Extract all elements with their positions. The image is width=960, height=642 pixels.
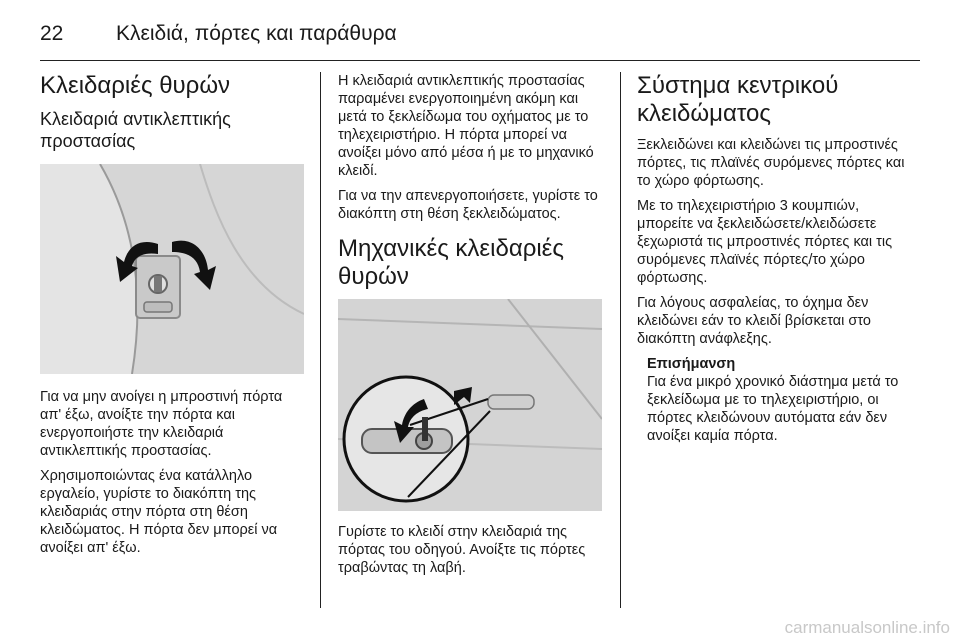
heading-line-1: Μηχανικές κλειδαριές — [338, 235, 564, 262]
page-header — [40, 14, 920, 54]
paragraph-central-lock-2: Με το τηλεχειριστήριο 3 κουμπιών, μπορείτε να ξεκλειδώσετε/κλειδώσετε ξεχωριστά τις μπροστινές πόρτες και τις συρόμενες πλαϊνές πόρτες/το χώρο φόρτωσης. — [637, 198, 893, 286]
paragraph-deactivate: Για να την απενεργοποιήσετε, γυρίστε το διακόπτη στη θέση ξεκλειδώματος. — [338, 188, 598, 222]
paragraph-child-lock-1: Για να μην ανοίγει η μπροστινή πόρτα απ' έξω, ανοίξτε την πόρτα και ενεργοποιήστε την κλειδαριά αντικλεπτικής προστασίας. — [40, 389, 283, 459]
figure-door-handle-key — [338, 299, 602, 511]
watermark: carmanualsonline.info — [784, 618, 950, 637]
section-heading-door-locks: Κλειδαριές θυρών — [40, 72, 231, 99]
paragraph-central-lock-1: Ξεκλειδώνει και κλειδώνει τις μπροστινές πόρτες, τις πλαϊνές συρόμενες πόρτες και το χώρο φόρτωσης. — [637, 137, 905, 189]
header-rule — [40, 60, 920, 61]
subheading-line-2: προστασίας — [40, 131, 136, 151]
paragraph-turn-key: Γυρίστε το κλειδί στην κλειδαριά της πόρτας του οδηγού. Ανοίξτε τις πόρτες τραβώντας τη λαβή. — [338, 524, 586, 576]
heading-line-2: κλειδώματος — [637, 100, 771, 127]
column-2 — [338, 72, 602, 584]
paragraph-central-lock-3: Για λόγους ασφαλείας, το όχημα δεν κλειδώνει εάν το κλειδί βρίσκεται στο διακόπτη ανάφλεξης. — [637, 295, 871, 347]
note-box — [647, 355, 905, 445]
heading-line-1: Σύστημα κεντρικού — [637, 72, 839, 99]
section-heading-mechanical-locks — [338, 235, 602, 291]
column-1 — [40, 72, 304, 564]
section-heading-central-locking — [637, 72, 905, 128]
page-number: 22 — [40, 22, 64, 45]
column-3 — [637, 72, 905, 452]
chapter-title: Κλειδιά, πόρτες και παράθυρα — [116, 22, 397, 45]
note-title: Επισήμανση — [647, 356, 736, 372]
subheading-line-1: Κλειδαριά αντικλεπτικής — [40, 109, 231, 129]
figure-child-lock — [40, 164, 304, 374]
paragraph-lock-remains: Η κλειδαριά αντικλεπτικής προστασίας παραμένει ενεργοποιημένη ακόμη και μετά το ξεκλείδωμα του οχήματος με το τηλεχειριστήριο. Η πόρτα μπορεί να ανοίξει μόνο από μέσα ή με το μηχανικό κλειδί. — [338, 73, 594, 179]
note-text: Για ένα μικρό χρονικό διάστημα μετά το ξεκλείδωμα με το τηλεχειριστήριο, οι πόρτες κλειδώνουν αυτόματα εάν δεν ανοίξει καμία πόρτα. — [647, 374, 899, 444]
column-divider-1 — [320, 72, 321, 608]
subheading-anti-theft-lock — [40, 108, 304, 152]
paragraph-child-lock-2: Χρησιμοποιώντας ένα κατάλληλο εργαλείο, γυρίστε το διακόπτη της κλειδαριάς στην πόρτα στη θέση κλειδώματος. Η πόρτα δεν μπορεί να ανοίξει απ' έξω. — [40, 468, 278, 556]
heading-line-2: θυρών — [338, 263, 409, 290]
column-divider-2 — [620, 72, 621, 608]
